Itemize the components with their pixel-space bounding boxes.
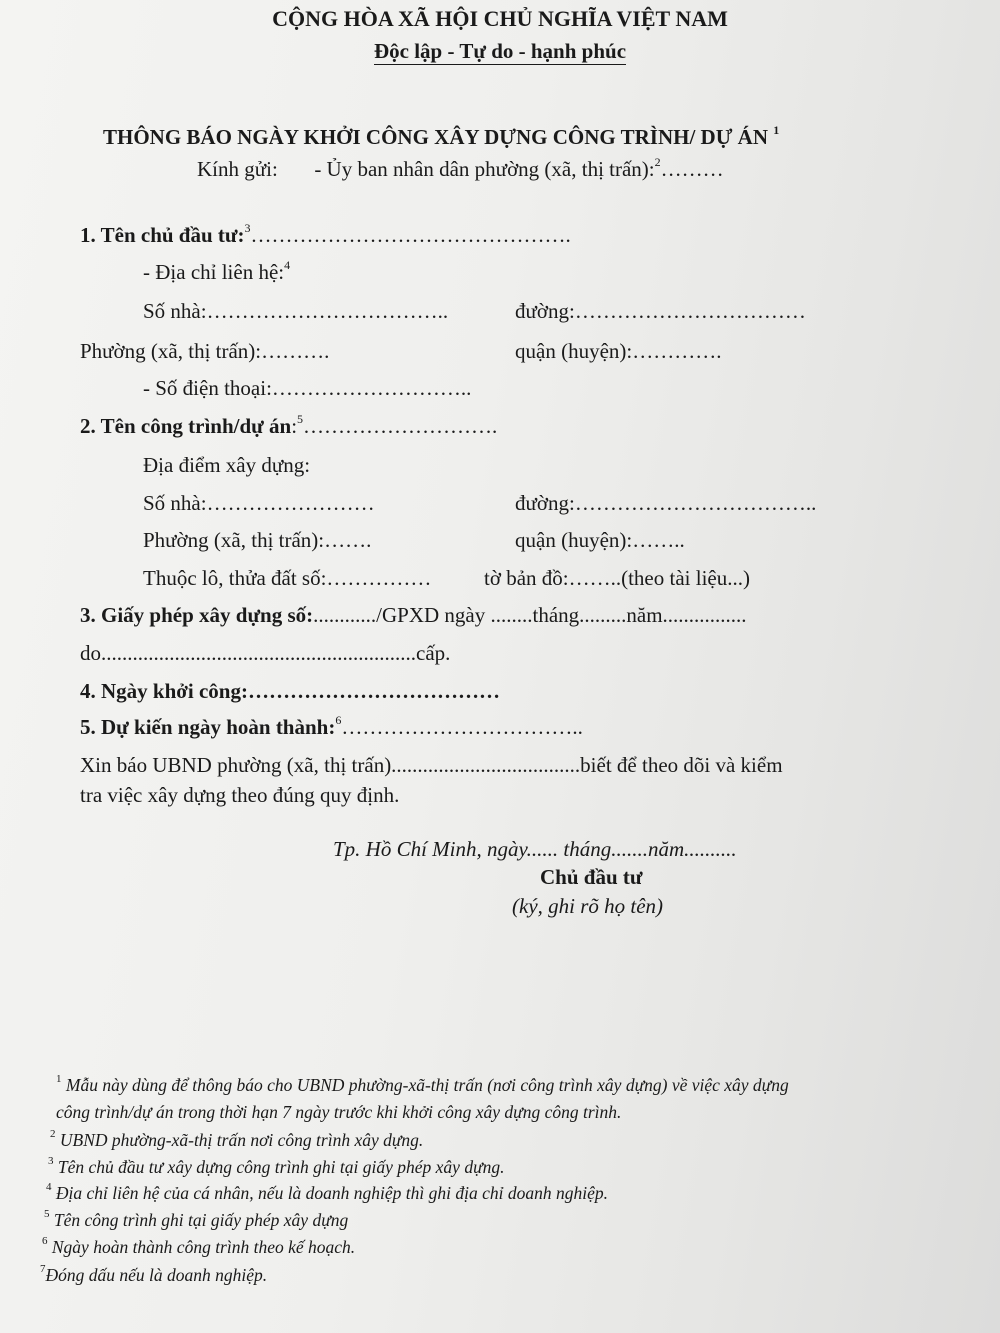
- site-ward: Phường (xã, thị trấn):…….: [143, 528, 372, 552]
- signer-role: Chủ đầu tư: [540, 865, 643, 889]
- recipient-footnote-ref: 2: [654, 155, 661, 169]
- recipient-dots: ………: [660, 157, 724, 181]
- site-house-number: Số nhà:……………………: [143, 491, 375, 515]
- footnote-number: 3: [48, 1155, 54, 1168]
- section5-label: 5. Dự kiến ngày hoàn thành:: [80, 715, 336, 739]
- footnote-number: 4: [46, 1181, 52, 1194]
- section1-owner-name: [80, 222, 571, 248]
- motto: [0, 38, 1000, 64]
- site-label: Địa điểm xây dựng:: [143, 453, 311, 477]
- footnote-number: 2: [50, 1128, 56, 1141]
- section5-dots: ……………………………..: [341, 715, 583, 739]
- owner-street: đường:……………………………: [515, 299, 806, 323]
- footnote-text: Ngày hoàn thành công trình theo kế hoạch.: [51, 1237, 356, 1257]
- section1-footnote-ref: 3: [244, 221, 251, 235]
- section4-label: 4. Ngày khởi công:: [80, 679, 248, 703]
- footnote-text: Địa chỉ liên hệ của cá nhân, nếu là doanh nghiệp thì ghi địa chỉ doanh nghiệp.: [55, 1183, 609, 1203]
- footnote-text: Tên công trình ghi tại giấy phép xây dựng: [53, 1210, 349, 1230]
- section2-label: 2. Tên công trình/dự án: [80, 414, 292, 438]
- section1-contact: [143, 259, 290, 285]
- request-line-2: tra việc xây dựng theo đúng quy định.: [80, 783, 400, 807]
- form-title: [103, 124, 779, 150]
- form-title-text: THÔNG BÁO NGÀY KHỞI CÔNG XÂY DỰNG CÔNG TRÌNH/ DỰ ÁN: [103, 125, 769, 149]
- request-line-1: Xin báo UBND phường (xã, thị trấn)....................................biết để theo dõi và kiểm: [80, 753, 783, 777]
- nation-heading: CỘNG HÒA XÃ HỘI CHỦ NGHĨA VIỆT NAM: [272, 6, 728, 31]
- section2-colon: :: [291, 414, 298, 438]
- place-date: Tp. Hồ Chí Minh, ngày...... tháng.......năm..........: [333, 837, 737, 861]
- title-footnote-ref: 1: [773, 123, 780, 137]
- site-street: đường:……………………………..: [515, 491, 817, 515]
- section3-rest: ............/GPXD ngày ........tháng.........năm................: [313, 603, 747, 627]
- section4-dots: ………………………………: [247, 679, 500, 703]
- footnote-7: [40, 1264, 267, 1286]
- footnote-2: [50, 1129, 423, 1151]
- section2-dots: ……………………….: [303, 414, 498, 438]
- contact-footnote-ref: 4: [284, 258, 291, 272]
- owner-house-number: Số nhà:……………………………..: [143, 299, 449, 323]
- section4-start-date: [80, 678, 500, 704]
- signature-instruction: (ký, ghi rõ họ tên): [512, 894, 664, 918]
- footnote-number: 1: [56, 1073, 62, 1086]
- section5-footnote-ref: 6: [335, 713, 342, 727]
- owner-district: quận (huyện):………….: [515, 339, 722, 363]
- recipient-line: [197, 156, 724, 182]
- footnote-text: UBND phường-xã-thị trấn nơi công trình xây dựng.: [59, 1130, 424, 1150]
- recipient-text: - Ủy ban nhân dân phường (xã, thị trấn):: [314, 157, 655, 181]
- owner-ward: Phường (xã, thị trấn):……….: [80, 339, 330, 363]
- footnote-4: [46, 1182, 608, 1204]
- footnote-number: 5: [44, 1208, 50, 1221]
- section5-completion-date: [80, 714, 583, 740]
- footnote-number: 7: [40, 1263, 46, 1276]
- footnote-text: công trình/dự án trong thời hạn 7 ngày trước khi khởi công xây dựng công trình.: [56, 1102, 622, 1122]
- footnote-number: 6: [42, 1235, 48, 1248]
- footnote-6: [42, 1236, 355, 1258]
- owner-phone: - Số điện thoại:………………………..: [143, 376, 472, 400]
- site-lot-number: Thuộc lô, thửa đất số:……………: [143, 566, 432, 590]
- site-map-sheet: tờ bản đồ:……..(theo tài liệu...): [484, 566, 750, 590]
- footnote-text: Tên chủ đầu tư xây dựng công trình ghi tại giấy phép xây dựng.: [57, 1157, 505, 1177]
- section3-permit: [80, 602, 747, 628]
- section1-dots: ……………………………………….: [250, 223, 571, 247]
- footnote-1b: [56, 1101, 621, 1123]
- footnote-1a: [56, 1074, 789, 1096]
- section3-label: 3. Giấy phép xây dựng số:: [80, 603, 314, 627]
- recipient-label: Kính gửi:: [197, 157, 278, 181]
- section2-project-name: [80, 413, 497, 439]
- footnote-3: [48, 1156, 505, 1178]
- section1-label: 1. Tên chủ đầu tư:: [80, 223, 245, 247]
- footnote-text: Đóng dấu nếu là doanh nghiệp.: [45, 1265, 268, 1285]
- footnote-text: Mẫu này dùng để thông báo cho UBND phường-xã-thị trấn (nơi công trình xây dựng) về việc xây dựng: [65, 1075, 789, 1095]
- section3-issuer: do............................................................cấp.: [80, 641, 451, 665]
- site-district: quận (huyện):……..: [515, 528, 685, 552]
- contact-label: - Địa chỉ liên hệ:: [143, 260, 285, 284]
- motto-text: Độc lập - Tự do - hạnh phúc: [373, 39, 627, 63]
- section2-footnote-ref: 5: [297, 412, 304, 426]
- footnote-5: [44, 1209, 348, 1231]
